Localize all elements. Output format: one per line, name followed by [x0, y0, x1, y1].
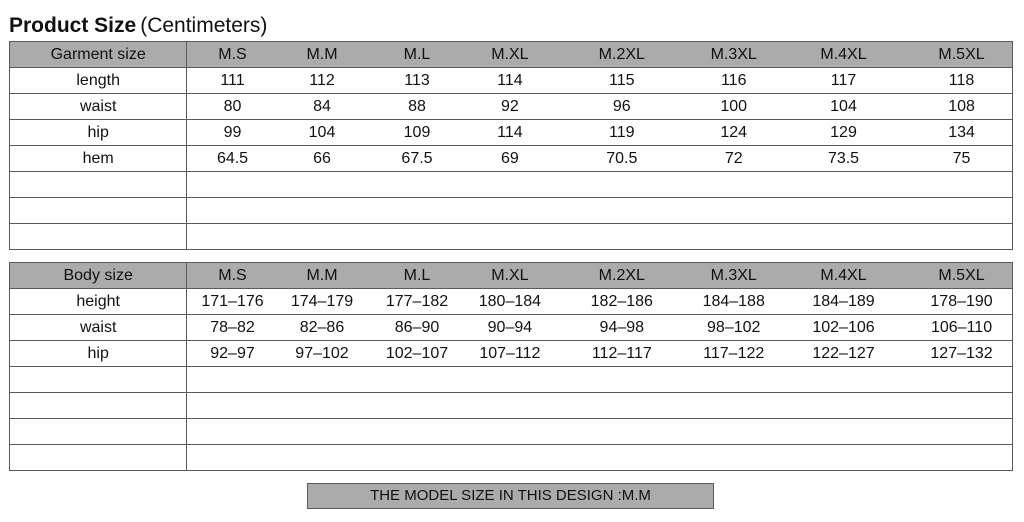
- measurement-cell: 111: [187, 68, 278, 94]
- size-header-cell: M.S: [187, 42, 278, 68]
- measurement-cell: 67.5: [366, 146, 467, 172]
- table-row: [10, 315, 1013, 341]
- measurement-cell: 100: [691, 94, 775, 120]
- measurement-cell: 108: [911, 94, 1012, 120]
- measurement-cell: 112–117: [552, 341, 691, 367]
- size-header-cell: M.XL: [468, 42, 552, 68]
- measurement-cell: 102–106: [776, 315, 911, 341]
- measurement-cell: 88: [366, 94, 467, 120]
- measurement-cell: 96: [552, 94, 691, 120]
- row-label: hip: [10, 120, 187, 146]
- measurement-cell: 64.5: [187, 146, 278, 172]
- measurement-cell: 69: [468, 146, 552, 172]
- measurement-cell: 117–122: [691, 341, 775, 367]
- table-row: [10, 146, 1013, 172]
- table-row: [10, 341, 1013, 367]
- measurement-cell: 82–86: [278, 315, 367, 341]
- measurement-cell: 92–97: [187, 341, 278, 367]
- table-row: [10, 120, 1013, 146]
- measurement-cell: 115: [552, 68, 691, 94]
- garment-size-table: [9, 41, 1013, 250]
- measurement-cell: 134: [911, 120, 1012, 146]
- measurement-cell: 84: [278, 94, 367, 120]
- table-row: [10, 94, 1013, 120]
- empty-row: [10, 393, 1013, 419]
- size-header-cell: M.M: [278, 263, 367, 289]
- size-header-cell: M.5XL: [911, 263, 1012, 289]
- measurement-cell: 90–94: [468, 315, 552, 341]
- measurement-cell: 127–132: [911, 341, 1012, 367]
- measurement-cell: 86–90: [366, 315, 467, 341]
- empty-value-cell: [187, 224, 1013, 250]
- empty-label-cell: [10, 198, 187, 224]
- table-row: [10, 68, 1013, 94]
- title-main: Product Size: [9, 14, 137, 37]
- empty-row: [10, 198, 1013, 224]
- empty-row: [10, 419, 1013, 445]
- measurement-cell: 97–102: [278, 341, 367, 367]
- measurement-cell: 178–190: [911, 289, 1012, 315]
- measurement-cell: 180–184: [468, 289, 552, 315]
- measurement-cell: 182–186: [552, 289, 691, 315]
- row-label: length: [10, 68, 187, 94]
- measurement-cell: 184–188: [691, 289, 775, 315]
- measurement-cell: 109: [366, 120, 467, 146]
- measurement-cell: 114: [468, 120, 552, 146]
- measurement-cell: 184–189: [776, 289, 911, 315]
- empty-value-cell: [187, 172, 1013, 198]
- empty-label-cell: [10, 445, 187, 471]
- measurement-cell: 116: [691, 68, 775, 94]
- size-header-cell: M.3XL: [691, 42, 775, 68]
- empty-row: [10, 367, 1013, 393]
- measurement-cell: 114: [468, 68, 552, 94]
- model-size-note: THE MODEL SIZE IN THIS DESIGN :M.M: [307, 483, 714, 509]
- measurement-cell: 174–179: [278, 289, 367, 315]
- measurement-cell: 119: [552, 120, 691, 146]
- size-header-cell: M.XL: [468, 263, 552, 289]
- measurement-cell: 80: [187, 94, 278, 120]
- measurement-cell: 72: [691, 146, 775, 172]
- measurement-cell: 104: [278, 120, 367, 146]
- garment-header-row: [10, 42, 1013, 68]
- size-header-cell: M.2XL: [552, 263, 691, 289]
- measurement-cell: 107–112: [468, 341, 552, 367]
- measurement-cell: 118: [911, 68, 1012, 94]
- measurement-cell: 104: [776, 94, 911, 120]
- body-header-row: [10, 263, 1013, 289]
- size-header-cell: M.M: [278, 42, 367, 68]
- measurement-cell: 177–182: [366, 289, 467, 315]
- measurement-cell: 98–102: [691, 315, 775, 341]
- row-label: waist: [10, 94, 187, 120]
- row-label: hip: [10, 341, 187, 367]
- measurement-cell: 171–176: [187, 289, 278, 315]
- empty-label-cell: [10, 367, 187, 393]
- page-title: [9, 12, 267, 40]
- row-label: height: [10, 289, 187, 315]
- size-header-cell: M.L: [366, 42, 467, 68]
- empty-label-cell: [10, 224, 187, 250]
- row-label: hem: [10, 146, 187, 172]
- size-header-cell: M.4XL: [776, 42, 911, 68]
- size-header-cell: M.3XL: [691, 263, 775, 289]
- measurement-cell: 75: [911, 146, 1012, 172]
- size-header-cell: M.L: [366, 263, 467, 289]
- measurement-cell: 66: [278, 146, 367, 172]
- measurement-cell: 113: [366, 68, 467, 94]
- empty-label-cell: [10, 172, 187, 198]
- measurement-cell: 122–127: [776, 341, 911, 367]
- empty-value-cell: [187, 393, 1013, 419]
- measurement-cell: 117: [776, 68, 911, 94]
- empty-value-cell: [187, 419, 1013, 445]
- body-size-table: [9, 262, 1013, 471]
- title-unit: (Centimeters): [140, 14, 268, 37]
- measurement-cell: 94–98: [552, 315, 691, 341]
- measurement-cell: 70.5: [552, 146, 691, 172]
- size-header-cell: M.2XL: [552, 42, 691, 68]
- measurement-cell: 102–107: [366, 341, 467, 367]
- measurement-cell: 129: [776, 120, 911, 146]
- empty-row: [10, 172, 1013, 198]
- measurement-cell: 106–110: [911, 315, 1012, 341]
- row-label: waist: [10, 315, 187, 341]
- size-header-cell: M.5XL: [911, 42, 1012, 68]
- measurement-cell: 99: [187, 120, 278, 146]
- garment-header-label: Garment size: [10, 42, 187, 68]
- empty-row: [10, 224, 1013, 250]
- measurement-cell: 92: [468, 94, 552, 120]
- empty-label-cell: [10, 419, 187, 445]
- empty-label-cell: [10, 393, 187, 419]
- empty-value-cell: [187, 198, 1013, 224]
- size-header-cell: M.S: [187, 263, 278, 289]
- measurement-cell: 73.5: [776, 146, 911, 172]
- table-row: [10, 289, 1013, 315]
- measurement-cell: 124: [691, 120, 775, 146]
- size-header-cell: M.4XL: [776, 263, 911, 289]
- measurement-cell: 78–82: [187, 315, 278, 341]
- empty-value-cell: [187, 367, 1013, 393]
- body-header-label: Body size: [10, 263, 187, 289]
- empty-value-cell: [187, 445, 1013, 471]
- empty-row: [10, 445, 1013, 471]
- measurement-cell: 112: [278, 68, 367, 94]
